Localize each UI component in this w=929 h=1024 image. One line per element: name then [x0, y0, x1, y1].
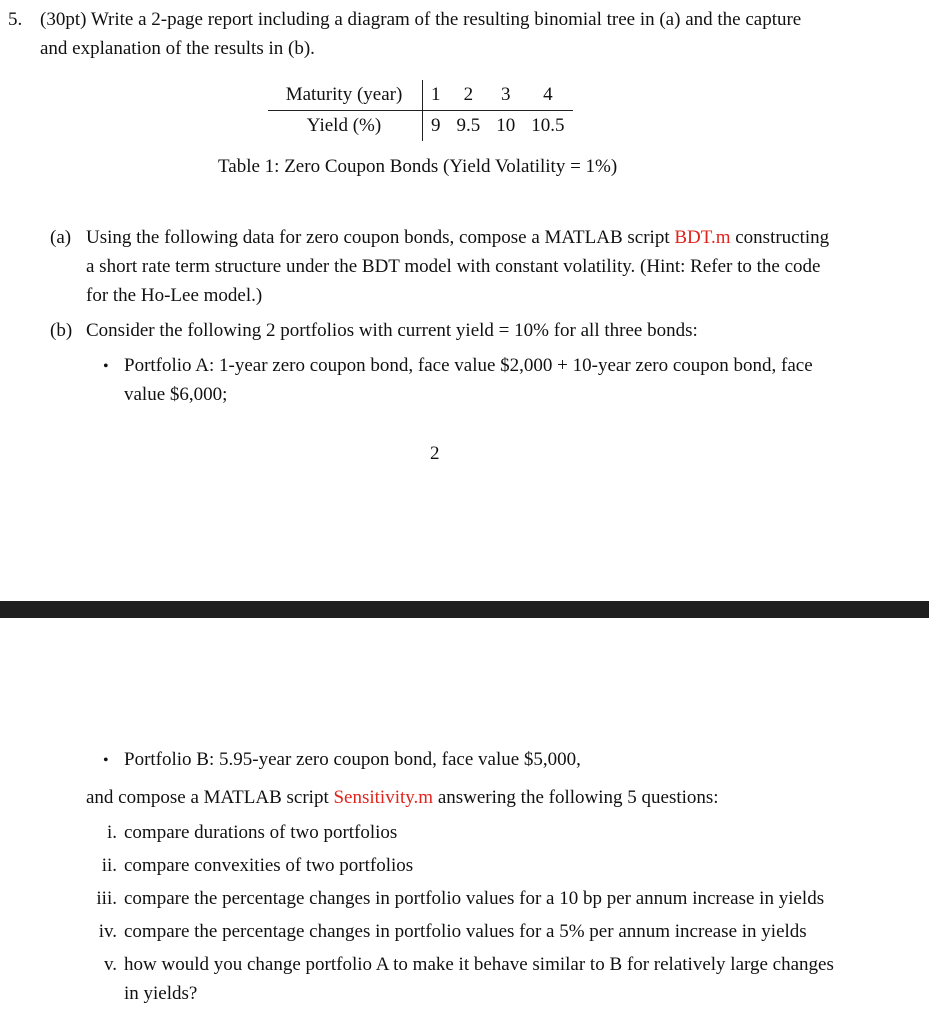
- question-numeral: i.: [106, 822, 117, 843]
- table-row-yield: [268, 111, 573, 142]
- question-numeral: ii.: [101, 855, 117, 876]
- part-a-marker: (a): [50, 227, 72, 248]
- yield-cell: 9: [431, 115, 441, 137]
- sensitivity-script-link[interactable]: Sensitivity.m: [333, 787, 434, 808]
- question-item: compare the percentage changes in portfolio values for a 5% per annum increase in yields: [124, 921, 807, 942]
- table-caption: Table 1: Zero Coupon Bonds (Yield Volatility = 1%): [218, 156, 618, 177]
- part-a-line1: [86, 224, 829, 252]
- yield-cell: 9.5: [456, 115, 481, 137]
- bullet-icon: •: [103, 358, 109, 375]
- bdt-script-link[interactable]: BDT.m: [674, 227, 731, 248]
- part-b-marker: (b): [50, 320, 73, 341]
- page-break-divider: [0, 601, 929, 618]
- maturity-cell: 3: [488, 80, 523, 111]
- row-label-yield: Yield (%): [268, 111, 423, 142]
- yield-cell: 10.5: [531, 115, 565, 137]
- page-number: 2: [430, 443, 440, 464]
- question-item: how would you change portfolio A to make it behave similar to B for relatively large changes: [124, 954, 834, 975]
- zero-coupon-table: [268, 80, 573, 141]
- portfolio-b-line: Portfolio B: 5.95-year zero coupon bond, face value $5,000,: [124, 749, 581, 770]
- yield-cell: 10: [496, 115, 516, 137]
- bullet-icon: •: [103, 752, 109, 769]
- question-text-line1: (30pt) Write a 2-page report including a diagram of the resulting binomial tree in (a) and the capture: [40, 9, 802, 30]
- maturity-cell: 1: [423, 80, 449, 111]
- question-numeral: v.: [103, 954, 117, 975]
- question-item: compare the percentage changes in portfolio values for a 10 bp per annum increase in yields: [124, 888, 825, 909]
- question-number: 5.: [8, 9, 23, 30]
- question-header: [8, 6, 908, 34]
- portfolio-a-line2: value $6,000;: [124, 384, 228, 405]
- part-a-line3: for the Ho-Lee model.): [86, 285, 263, 306]
- maturity-cell: 4: [523, 80, 572, 111]
- maturity-cell: 2: [449, 80, 489, 111]
- compose-instruction: [86, 784, 719, 812]
- compose-text: answering the following 5 questions:: [433, 787, 719, 808]
- question-numeral: iii.: [96, 888, 117, 909]
- question-item-continued: in yields?: [124, 983, 198, 1004]
- part-a-text: Using the following data for zero coupon bonds, compose a MATLAB script: [86, 227, 675, 248]
- question-item: compare convexities of two portfolios: [124, 855, 414, 876]
- question-item: compare durations of two portfolios: [124, 822, 398, 843]
- part-b-line1: Consider the following 2 portfolios with current yield = 10% for all three bonds:: [86, 320, 698, 341]
- compose-text: and compose a MATLAB script: [86, 787, 334, 808]
- row-label-maturity: Maturity (year): [268, 80, 423, 111]
- portfolio-a-line1: Portfolio A: 1-year zero coupon bond, face value $2,000 + 10-year zero coupon bond, face: [124, 355, 813, 376]
- part-a-text: constructing: [730, 227, 830, 248]
- table-row-maturity: [268, 80, 573, 111]
- question-text-line2: and explanation of the results in (b).: [40, 38, 315, 59]
- part-a-line2: a short rate term structure under the BDT model with constant volatility. (Hint: Refer to the code: [86, 256, 821, 277]
- question-numeral: iv.: [98, 921, 117, 942]
